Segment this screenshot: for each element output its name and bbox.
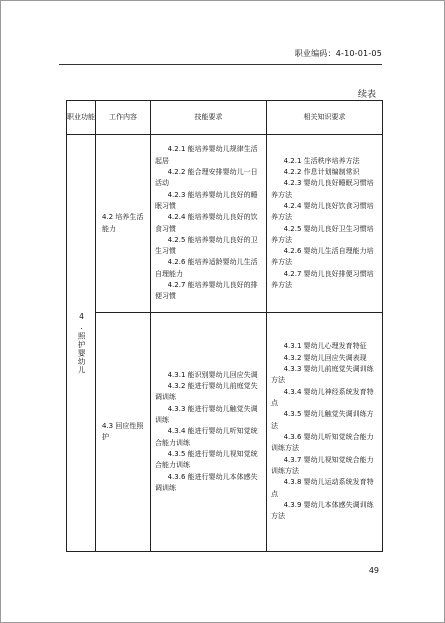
list-item: 4.2.3 能培养婴幼儿良好的睡眠习惯 xyxy=(155,190,258,210)
content-cell: 4.2 培养生活能力 xyxy=(96,135,151,313)
list-item: 4.2.4 能培养婴幼儿良好的饮食习惯 xyxy=(155,213,258,233)
list-item: 4.2.1 生活秩序培养方法 xyxy=(283,156,360,165)
list-item: 4.3.9 婴幼儿本体感失调训练方法 xyxy=(271,500,374,521)
list-item: 4.2.7 能培养婴幼儿良好的排便习惯 xyxy=(155,281,258,301)
list-item: 4.2.2 作息计划编制常识 xyxy=(283,167,360,176)
header-content: 工作内容 xyxy=(96,101,151,135)
job-code: 职业编码：4-10-01-05 xyxy=(294,49,382,58)
function-label: 4.照护婴幼儿 xyxy=(77,311,87,375)
list-item: 4.3.2 婴幼儿回应失调表现 xyxy=(283,353,367,362)
knowledge-cell xyxy=(267,313,383,552)
header-knowledge: 相关知识要求 xyxy=(267,101,383,135)
list-item: 4.3.7 婴幼儿视知觉统合能力训练方法 xyxy=(271,455,374,475)
knowledge-cell xyxy=(267,135,383,313)
list-item: 4.3.3 能进行婴幼儿触觉失调训练 xyxy=(155,404,258,424)
table-header-row xyxy=(67,101,383,135)
function-cell xyxy=(67,135,96,552)
list-item: 4.3.4 能进行婴幼儿听知觉统合能力训练 xyxy=(155,427,258,447)
skills-cell xyxy=(151,135,267,313)
list-item: 4.2.5 能培养婴幼儿良好的卫生习惯 xyxy=(155,235,258,256)
list-item: 4.3.5 婴幼儿触觉失调训练方法 xyxy=(271,410,374,430)
list-item: 4.3.3 婴幼儿前庭觉失调训练方法 xyxy=(271,365,374,385)
header-function: 职业功能 xyxy=(67,101,96,135)
list-item: 4.3.6 能进行婴幼儿本体感失调训练 xyxy=(155,472,258,492)
table-row xyxy=(67,313,383,552)
list-item: 4.2.6 能培养适龄婴幼儿生活自理能力 xyxy=(155,258,258,278)
skills-table xyxy=(66,100,383,552)
content-cell: 4.3 回应性照护 xyxy=(96,313,151,552)
list-item: 4.3.4 婴幼儿神经系统发育特点 xyxy=(271,387,374,408)
list-item: 4.2.3 婴幼儿良好睡眠习惯培养方法 xyxy=(271,179,374,199)
header-rule xyxy=(59,64,382,65)
page-number: 49 xyxy=(368,566,379,575)
skills-cell xyxy=(151,313,267,552)
list-item: 4.2.5 婴幼儿良好卫生习惯培养方法 xyxy=(271,224,374,244)
list-item: 4.2.7 婴幼儿良好排便习惯培养方法 xyxy=(271,269,374,290)
list-item: 4.2.4 婴幼儿良好饮食习惯培养方法 xyxy=(271,201,374,222)
list-item: 4.3.5 能进行婴幼儿视知觉统合能力训练 xyxy=(155,449,258,470)
list-item: 4.3.6 婴幼儿听知觉统合能力训练方法 xyxy=(271,433,374,453)
list-item: 4.3.8 婴幼儿运动系统发育特点 xyxy=(271,478,374,498)
list-item: 4.2.6 婴幼儿生活自理能力培养方法 xyxy=(271,247,374,267)
list-item: 4.3.1 能识别婴幼儿回应失调 xyxy=(167,370,258,379)
list-item: 4.3.1 婴幼儿心理发育特征 xyxy=(283,342,367,351)
list-item: 4.3.2 能进行婴幼儿前庭觉失调训练 xyxy=(155,382,258,402)
table-row xyxy=(67,135,383,313)
continued-label: 续表 xyxy=(357,90,376,100)
list-item: 4.2.2 能合理安排婴幼儿一日活动 xyxy=(155,167,258,188)
list-item: 4.2.1 能培养婴幼儿规律生活起居 xyxy=(155,145,258,165)
header-skills: 技能要求 xyxy=(151,101,267,135)
